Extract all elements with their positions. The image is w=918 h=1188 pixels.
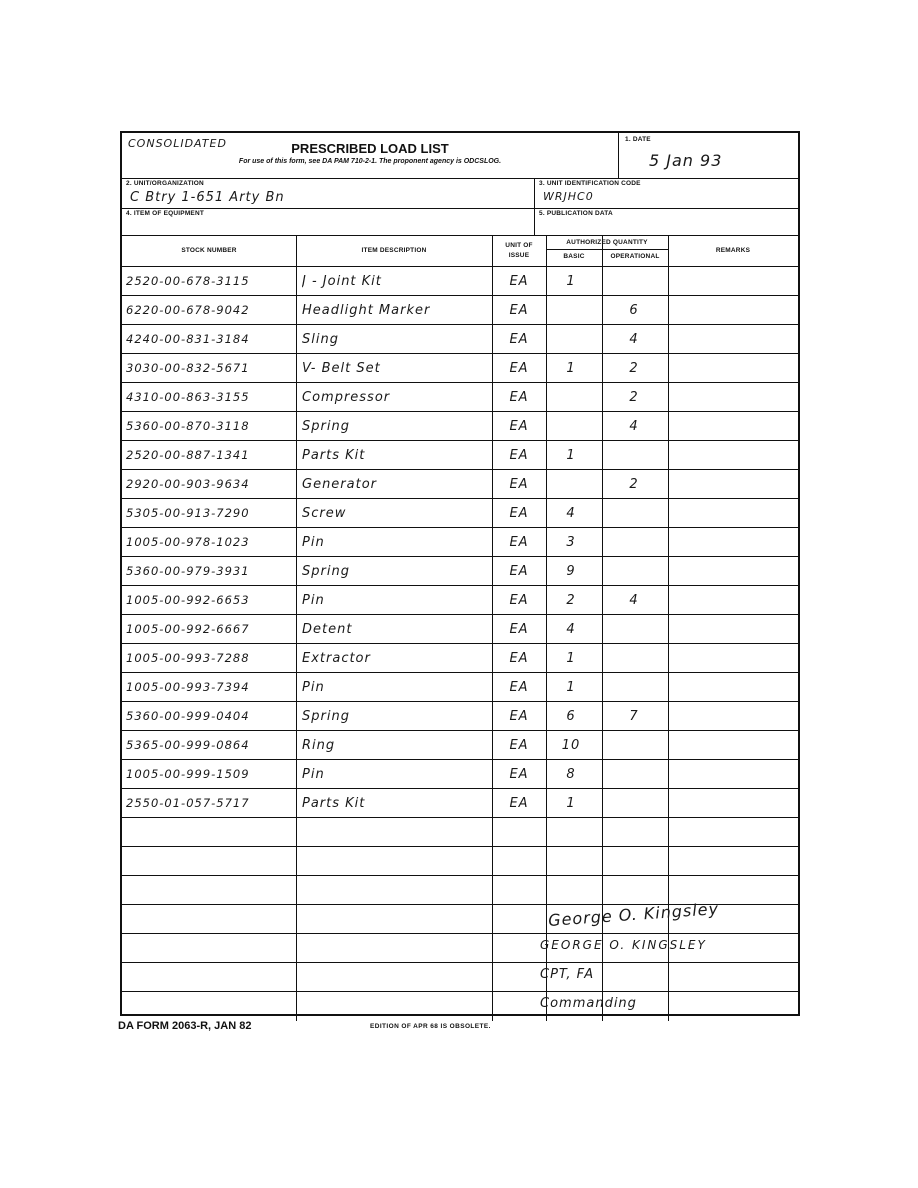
item-description-cell: V- Belt Set (302, 360, 381, 376)
operational-qty-cell: 2 (629, 360, 639, 376)
publication-data-field[interactable] (534, 208, 799, 235)
operational-header: OPERATIONAL (610, 253, 660, 260)
remarks-header: REMARKS (715, 247, 751, 254)
operational-qty-cell (604, 760, 664, 788)
item-description-cell: Headlight Marker (302, 302, 431, 318)
uic-label: 3. UNIT IDENTIFICATION CODE (539, 180, 641, 187)
operational-qty-cell: 7 (629, 708, 639, 724)
uic-value: WRJHC0 (543, 190, 594, 203)
basic-qty-cell: 3 (566, 534, 576, 550)
unit-of-issue-cell: EA (509, 621, 529, 637)
basic-qty-cell (546, 470, 596, 498)
item-description-cell: Parts Kit (302, 447, 366, 463)
prescribed-load-list-form (120, 131, 800, 1016)
table-row (122, 644, 798, 673)
stock-number-cell: 4310-00-863-3155 (126, 390, 250, 404)
table-header (122, 235, 798, 267)
stock-number-cell: 4240-00-831-3184 (126, 332, 250, 346)
item-description-cell: Pin (302, 679, 325, 695)
basic-qty-cell (546, 412, 596, 440)
operational-qty-cell (604, 615, 664, 643)
stock-number-cell: 1005-00-992-6653 (126, 593, 250, 607)
item-description-cell: Pin (302, 592, 325, 608)
unit-of-issue-cell: EA (509, 737, 529, 753)
operational-qty-cell (604, 499, 664, 527)
basic-qty-cell: 4 (566, 621, 576, 637)
unit-of-issue-cell: EA (509, 766, 529, 782)
form-header (122, 133, 798, 179)
unit-of-issue-cell: EA (509, 650, 529, 666)
stock-number-cell: 2520-00-678-3115 (126, 274, 250, 288)
item-description-cell: Pin (302, 766, 325, 782)
item-of-equipment-field[interactable] (122, 208, 534, 235)
basic-qty-cell: 2 (566, 592, 576, 608)
table-row (122, 702, 798, 731)
unit-of-issue-cell: EA (509, 563, 529, 579)
authorized-quantity-header: AUTHORIZED QUANTITY (546, 237, 668, 250)
table-row (122, 731, 798, 760)
stock-number-cell: 5360-00-870-3118 (126, 419, 250, 433)
stock-number-cell: 1005-00-978-1023 (126, 535, 250, 549)
unit-of-issue-cell: EA (509, 795, 529, 811)
basic-qty-cell: 6 (566, 708, 576, 724)
basic-qty-cell (546, 383, 596, 411)
item-description-cell: Spring (302, 708, 350, 724)
basic-qty-cell (546, 296, 596, 324)
stock-number-cell: 5305-00-913-7290 (126, 506, 250, 520)
edition-note: EDITION OF APR 68 IS OBSOLETE. (370, 1023, 491, 1030)
form-subtitle: For use of this form, see DA PAM 710-2-1. The proponent agency is ODCSLOG. (238, 158, 502, 165)
load-list-table (122, 235, 798, 1021)
operational-qty-cell (604, 731, 664, 759)
basic-qty-cell: 8 (566, 766, 576, 782)
table-row-empty (122, 847, 798, 876)
unit-of-issue-cell: EA (509, 505, 529, 521)
table-row (122, 499, 798, 528)
operational-qty-cell: 2 (629, 389, 639, 405)
stock-number-cell: 5360-00-999-0404 (126, 709, 250, 723)
table-row-empty (122, 992, 798, 1021)
item-description-cell: Detent (302, 621, 353, 637)
stock-number-cell: 5360-00-979-3931 (126, 564, 250, 578)
item-description-cell: Screw (302, 505, 347, 521)
unit-of-issue-cell: EA (509, 302, 529, 318)
operational-qty-cell (604, 789, 664, 817)
item-description-cell: Sling (302, 331, 339, 347)
unit-of-issue-cell: EA (509, 389, 529, 405)
equipment-row (122, 208, 798, 236)
operational-qty-cell (604, 528, 664, 556)
table-row (122, 760, 798, 789)
table-row (122, 586, 798, 615)
item-description-cell: Spring (302, 563, 350, 579)
item-description-header: ITEM DESCRIPTION (361, 247, 427, 254)
item-of-equipment-label: 4. ITEM OF EQUIPMENT (126, 210, 205, 217)
table-row (122, 470, 798, 499)
unit-identification-code-field[interactable] (534, 178, 799, 208)
item-description-cell: Compressor (302, 389, 391, 405)
item-description-cell: Parts Kit (302, 795, 366, 811)
basic-qty-cell: 4 (566, 505, 576, 521)
commander-name: GEORGE O. KINGSLEY (540, 938, 707, 952)
table-row (122, 441, 798, 470)
unit-of-issue-cell: EA (509, 476, 529, 492)
item-description-cell: Pin (302, 534, 325, 550)
publication-data-label: 5. PUBLICATION DATA (539, 210, 613, 217)
unit-of-issue-header: UNIT OF ISSUE (505, 241, 533, 259)
operational-qty-cell: 6 (629, 302, 639, 318)
table-row (122, 325, 798, 354)
basic-qty-cell (546, 325, 596, 353)
unit-of-issue-cell: EA (509, 534, 529, 550)
operational-qty-cell: 2 (629, 476, 639, 492)
stock-number-cell: 6220-00-678-9042 (126, 303, 250, 317)
stock-number-cell: 2550-01-057-5717 (126, 796, 250, 810)
stock-number-cell: 2920-00-903-9634 (126, 477, 250, 491)
basic-qty-cell: 10 (561, 737, 581, 753)
unit-of-issue-cell: EA (509, 708, 529, 724)
form-number: DA FORM 2063-R, JAN 82 (118, 1020, 252, 1032)
operational-qty-cell (604, 557, 664, 585)
basic-qty-cell: 1 (566, 795, 576, 811)
table-row (122, 383, 798, 412)
form-title: PRESCRIBED LOAD LIST (291, 141, 449, 156)
commander-rank: CPT, FA (540, 967, 595, 982)
stock-number-cell: 3030-00-832-5671 (126, 361, 250, 375)
item-description-cell: J - Joint Kit (302, 273, 382, 289)
table-row (122, 267, 798, 296)
table-row (122, 789, 798, 818)
table-row (122, 615, 798, 644)
unit-organization-value: C Btry 1-651 Arty Bn (130, 190, 285, 205)
date-label: 1. DATE (625, 136, 651, 143)
unit-of-issue-cell: EA (509, 592, 529, 608)
basic-qty-cell: 1 (566, 650, 576, 666)
stock-number-cell: 1005-00-992-6667 (126, 622, 250, 636)
consolidated-note: CONSOLIDATED (128, 137, 227, 150)
date-field[interactable] (618, 133, 799, 178)
commander-title: Commanding (540, 996, 637, 1011)
operational-qty-cell: 4 (629, 592, 639, 608)
stock-number-cell: 2520-00-887-1341 (126, 448, 250, 462)
unit-of-issue-cell: EA (509, 418, 529, 434)
stock-number-cell: 1005-00-993-7394 (126, 680, 250, 694)
basic-qty-cell: 9 (566, 563, 576, 579)
operational-qty-cell: 4 (629, 331, 639, 347)
table-row (122, 412, 798, 441)
unit-of-issue-cell: EA (509, 360, 529, 376)
stock-number-header: STOCK NUMBER (181, 247, 237, 254)
table-row (122, 296, 798, 325)
table-row (122, 673, 798, 702)
item-description-cell: Spring (302, 418, 350, 434)
table-row (122, 557, 798, 586)
unit-row (122, 178, 798, 209)
unit-of-issue-cell: EA (509, 273, 529, 289)
commander-signature: George O. Kingsley (547, 899, 720, 930)
operational-qty-cell (604, 267, 664, 295)
unit-of-issue-cell: EA (509, 679, 529, 695)
table-row-empty (122, 963, 798, 992)
unit-organization-label: 2. UNIT/ORGANIZATION (126, 180, 204, 187)
operational-qty-cell (604, 644, 664, 672)
stock-number-cell: 1005-00-999-1509 (126, 767, 250, 781)
basic-header: BASIC (563, 253, 585, 260)
operational-qty-cell (604, 441, 664, 469)
unit-organization-field[interactable] (122, 178, 534, 208)
table-row (122, 528, 798, 557)
unit-of-issue-cell: EA (509, 331, 529, 347)
date-value: 5 Jan 93 (649, 151, 723, 170)
basic-qty-cell: 1 (566, 273, 576, 289)
unit-of-issue-cell: EA (509, 447, 529, 463)
item-description-cell: Generator (302, 476, 378, 492)
stock-number-cell: 1005-00-993-7288 (126, 651, 250, 665)
table-row-empty (122, 818, 798, 847)
stock-number-cell: 5365-00-999-0864 (126, 738, 250, 752)
operational-qty-cell (604, 673, 664, 701)
item-description-cell: Ring (302, 737, 336, 753)
operational-qty-cell: 4 (629, 418, 639, 434)
item-description-cell: Extractor (302, 650, 371, 666)
table-row (122, 354, 798, 383)
basic-qty-cell: 1 (566, 679, 576, 695)
basic-qty-cell: 1 (566, 447, 576, 463)
basic-qty-cell: 1 (566, 360, 576, 376)
